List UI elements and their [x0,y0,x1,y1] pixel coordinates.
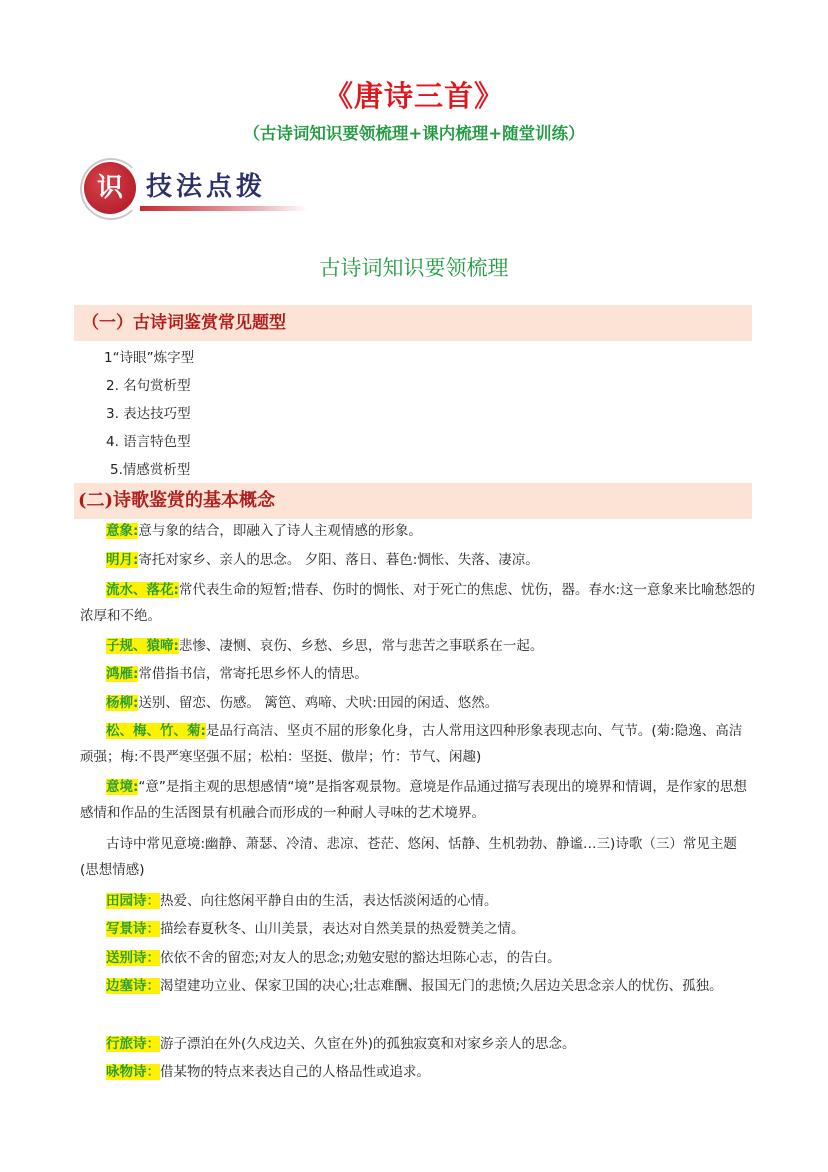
part1-heading: （一）古诗词鉴赏常见题型 [74,305,752,341]
theme-entry [80,1031,755,1057]
concept-text: “意”是指主观的思想感情“境”是指客观景物。意境是作品通过描写表现出的境界和情调，是作家的思想感情和作品的生活图景有机融合而形成的一种耐人寻味的艺术境界。 [80,779,747,821]
logo-banner [84,162,308,218]
logo-text: 技法点拨 [146,172,267,202]
concept-entry [80,547,755,573]
concept-term: 子规、猿啼: [106,638,179,654]
concept-term: 流水、落花: [106,582,179,598]
theme-term: 咏物诗： [106,1064,160,1080]
theme-text: 游子漂泊在外(久戍边关、久宦在外)的孤独寂寞和对家乡亲人的思念。 [160,1036,576,1052]
concept-text: 送别、留恋、伤感。 篱笆、鸡啼、犬吠:田园的闲适、悠然。 [138,695,499,711]
theme-term: 行旅诗： [106,1036,160,1052]
concept-term: 杨柳: [106,695,139,711]
theme-entry [80,945,755,971]
concept-term: 鸿雁: [106,666,139,682]
theme-entry [80,973,755,999]
theme-text: 描绘春夏秋冬、山川美景，表达对自然美景的热爱赞美之情。 [160,921,525,937]
logo-badge-icon: 识 [84,162,136,214]
list-item: 4. 语言特色型 [106,434,191,450]
concept-entry [80,633,755,659]
concept-text: 是品行高洁、坚贞不屈的形象化身，古人常用这四种形象表现志向、气节。(菊:隐逸、高洁顽强；梅:不畏严寒坚强不屈；松柏：坚挺、傲岸；竹：节气、闲趣) [80,723,743,765]
concept-text: 常借指书信，常寄托思乡怀人的情思。 [138,666,368,682]
concept-text: 意与象的结合，即融入了诗人主观情感的形象。 [138,523,422,539]
concept-text: 常代表生命的短暂;惜春、伤时的惆怅、对于死亡的焦虑、忧伤，器。春水:这一意象来比喻愁怨的浓厚和不绝。 [80,582,756,624]
list-item: 5.情感赏析型 [110,462,191,478]
concept-text: 悲惨、凄恻、哀伤、乡愁、乡思，常与悲苦之事联系在一起。 [178,638,544,654]
section-title: 古诗词知识要领梳理 [319,256,509,280]
theme-text: 借某物的特点来表达自己的人格品性或追求。 [160,1064,430,1080]
concept-entry [80,774,755,826]
concept-entry [80,690,755,716]
theme-term: 送别诗： [106,950,160,966]
document-title: 《唐诗三首》 [323,79,504,113]
concept-entry [80,718,755,770]
concept-term: 松、梅、竹、菊: [106,723,206,739]
theme-term: 边塞诗： [106,978,160,994]
concept-text: 寄托对家乡、亲人的思念。 夕阳、落日、暮色:惆怅、失落、凄凉。 [138,552,539,568]
theme-text: 热爱、向往悠闲平静自由的生活，表达恬淡闲适的心情。 [160,893,498,909]
theme-entry [80,888,755,914]
concept-entry [80,577,755,629]
concept-term: 意境: [106,779,139,795]
list-item: 3. 表达技巧型 [106,406,191,422]
concept-entry [80,661,755,687]
concept-term: 意象: [106,523,139,539]
list-item: 1“诗眼”炼字型 [104,350,195,366]
common-realm-paragraph: 古诗中常见意境:幽静、萧瑟、冷清、悲凉、苍茫、悠闲、恬静、生机勃勃、静谧…三)诗歌（三）常见主题(思想情感) [80,836,737,878]
theme-text: 依依不舍的留恋;对友人的思念;劝勉安慰的豁达坦陈心志，的告白。 [160,950,561,966]
theme-term: 写景诗： [106,921,160,937]
concept-term: 明月: [106,552,139,568]
logo-underline [140,206,308,211]
theme-entry [80,1059,755,1085]
list-item: 2. 名句赏析型 [106,378,191,394]
theme-entry [80,916,755,942]
part2-heading: (二)诗歌鉴赏的基本概念 [74,483,752,519]
document-subtitle: （古诗词知识要领梳理+课内梳理+随堂训练） [243,124,585,143]
theme-term: 田园诗： [106,893,160,909]
concept-entry [80,518,755,544]
theme-text: 渴望建功立业、保家卫国的决心;壮志难酬、报国无门的悲愤;久居边关思念亲人的忧伤、孤独。 [160,978,723,994]
